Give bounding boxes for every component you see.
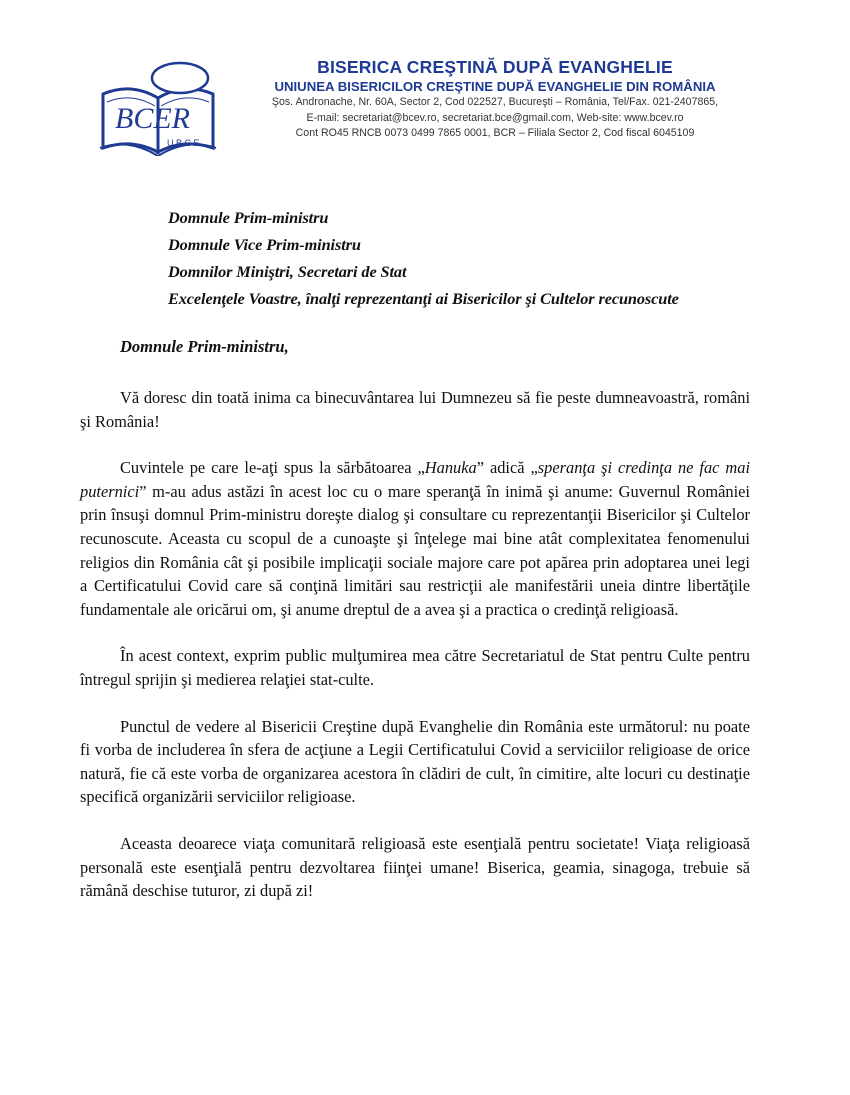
organization-block <box>235 56 755 142</box>
addressee-line: Domnule Prim-ministru <box>168 208 329 227</box>
addressee-list <box>168 204 768 312</box>
organization-contact: E-mail: secretariat@bcev.ro, secretariat.bce@gmail.com, Web-site: www.bcev.ro <box>306 111 684 124</box>
paragraph-text: Cuvintele pe care le-aţi spus la sărbătoarea „ <box>120 458 425 478</box>
addressee-line: Domnule Vice Prim-ministru <box>168 235 361 254</box>
quote-hope-faith: speranţa şi credinţa ne fac mai puternici <box>80 458 750 501</box>
addressee-line: Excelenţele Voastre, înalţi reprezentanţi ai Bisericilor şi Cultelor recunoscute <box>168 289 679 308</box>
paragraph-text: ” m-au adus astăzi în acest loc cu o mare speranţă în inimă şi anume: Guvernul României prin însuşi domnul Prim-ministru doreşte dialog şi consultare cu reprezentanţii Bisericilor şi Cultelor recunoscute. Aceasta cu scopul de a cunoaşte şi înţelege mai bine atât complexitatea fenomenului religios din România cât şi posibile implicaţii sociale majore care pot apărea prin adoptarea unei legi a Certificatului Covid care să conţină limitări sau restricţii ale manifestării uneia dintre libertăţile fundamentale ale oricărui om, şi anume dreptul de a avea şi a practica o credinţă religioasă. <box>80 481 750 619</box>
letterhead <box>95 56 755 156</box>
paragraph-text: ” adică „ <box>476 458 538 478</box>
paragraph-hanuka <box>80 456 750 621</box>
addressee-line: Domnilor Miniştri, Secretari de Stat <box>168 262 407 281</box>
organization-bank: Cont RO45 RNCB 0073 0499 7865 0001, BCR – Filiala Sector 2, Cod fiscal 6045109 <box>295 127 695 139</box>
organization-title: BISERICA CREŞTINĂ DUPĂ EVANGHELIE <box>317 57 673 77</box>
organization-subtitle: UNIUNEA BISERICILOR CREŞTINE DUPĂ EVANGHELIE DIN ROMÂNIA <box>274 79 716 94</box>
quote-hanuka: Hanuka <box>424 458 477 478</box>
paragraph-thanks: În acest context, exprim public mulţumirea mea către Secretariatul de Stat pentru Culte pentru întregul sprijin şi medierea relaţiei stat-culte. <box>80 646 750 689</box>
logo-text: BCER <box>115 102 190 135</box>
logo-subtext: U B C E <box>167 138 200 148</box>
organization-address: Şos. Andronache, Nr. 60A, Sector 2, Cod 022527, Bucureşti – România, Tel/Fax. 021-2407865, <box>271 96 719 108</box>
paragraph-reason: Aceasta deoarece viaţa comunitară religioasă este esenţială pentru societate! Viaţa religioasă personală este esenţială pentru dezvoltarea fiinţei umane! Biserica, geamia, sinagoga, trebuie să rămână deschise tuturor, zi după zi! <box>80 833 750 901</box>
bcer-logo <box>95 56 225 156</box>
paragraph-blessing: Vă doresc din toată inima ca binecuvântarea lui Dumnezeu să fie peste dumneavoastră, români şi România! <box>80 388 750 431</box>
paragraph-position: Punctul de vedere al Bisericii Creştine după Evanghelie din România este următorul: nu poate fi vorba de includerea în sfera de acţiune a Legii Certificatului Covid a serviciilor religioase de orice natură, fie că este vorba de organizarea acestora în clădiri de cult, în cimitire, alte locuri cu destinaţie specifică organizării serviciilor religioase. <box>80 716 750 807</box>
letter-body <box>80 386 750 926</box>
salutation: Domnule Prim-ministru, <box>120 337 289 356</box>
